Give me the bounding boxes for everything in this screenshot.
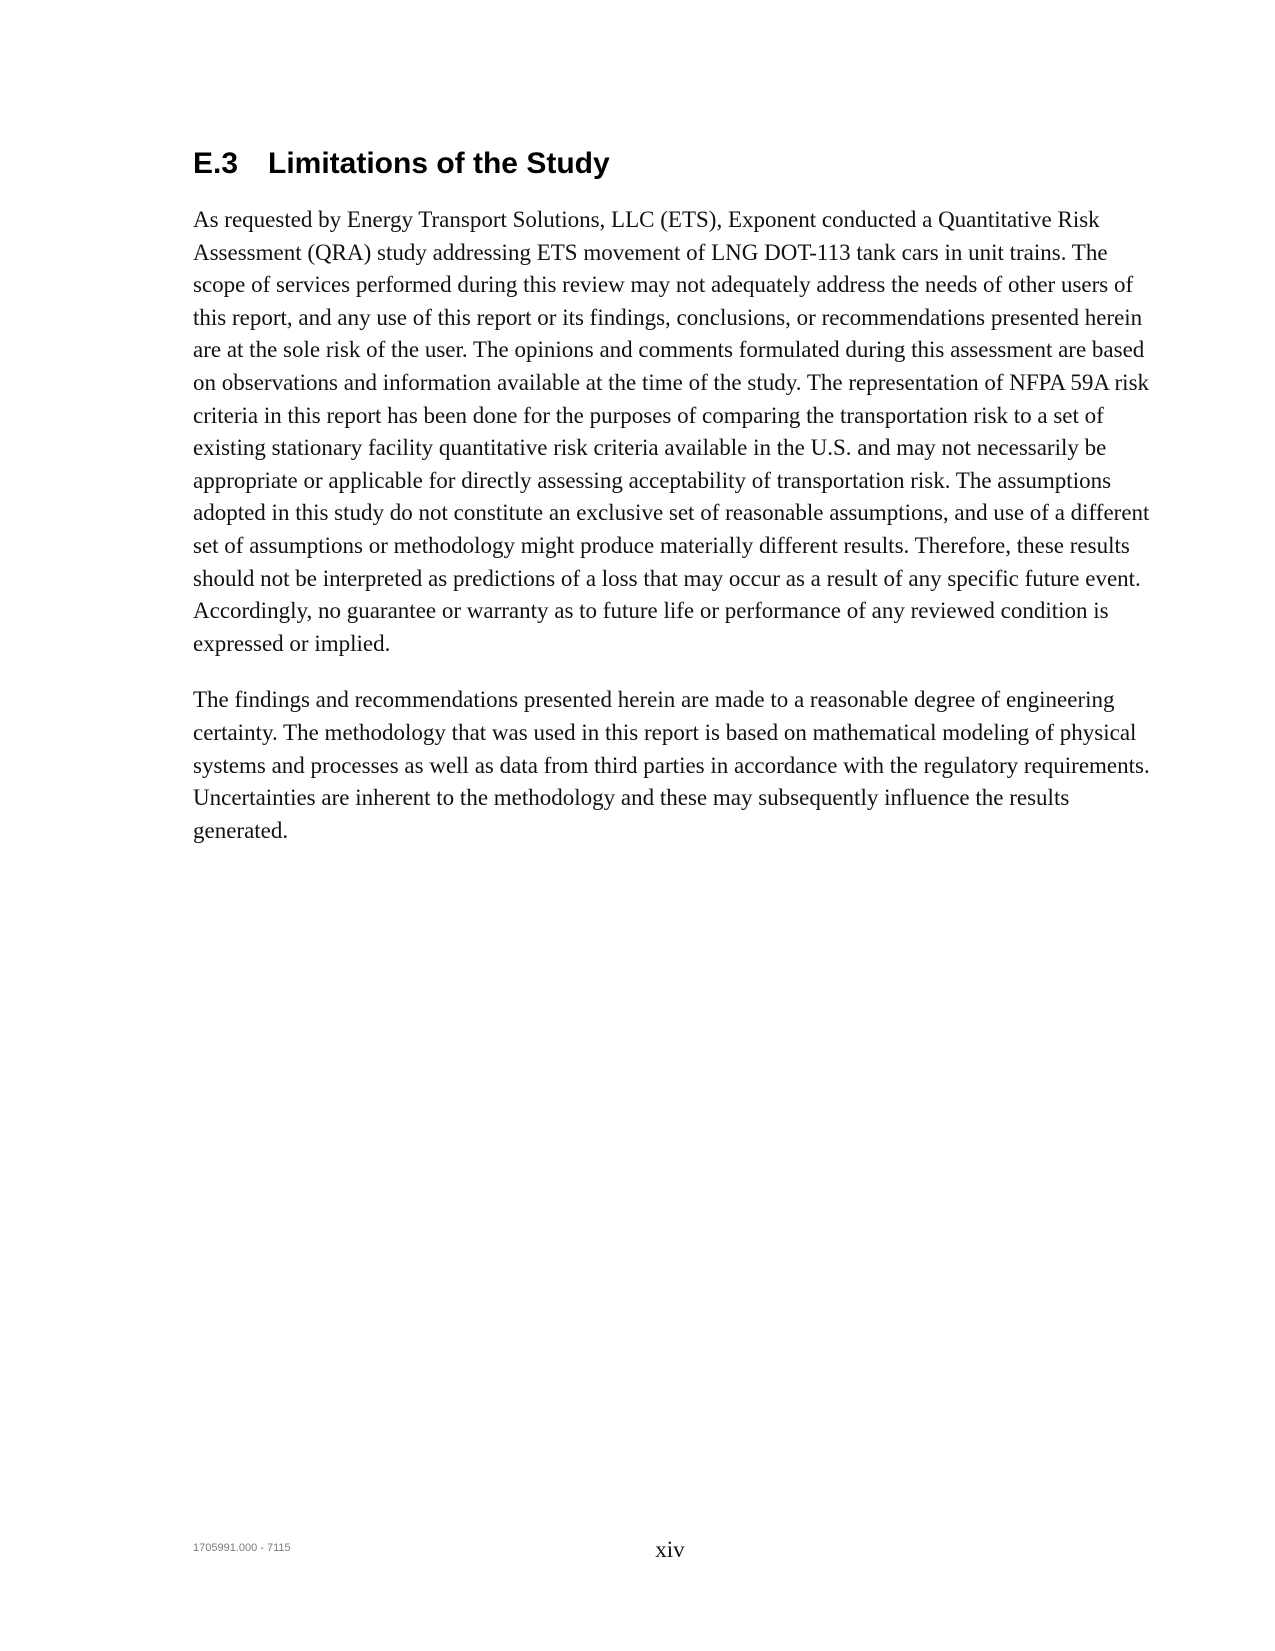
body-paragraph-1: As requested by Energy Transport Solutions, LLC (ETS), Exponent conducted a Quantitative Risk Assessment (QRA) study addressing ETS movement of LNG DOT-113 tank cars in unit trains. The scope of services performed during this review may not adequately address the needs of other users of this report, and any use of this report or its findings, conclusions, or recommendations presented herein are at the sole risk of the user. The opinions and comments formulated during this assessment are based on observations and information available at the time of the study. The representation of NFPA 59A risk criteria in this report has been done for the purposes of comparing the transportation risk to a set of existing stationary facility quantitative risk criteria available in the U.S. and may not necessarily be appropriate or applicable for directly assessing acceptability of transportation risk. The assumptions adopted in this study do not constitute an exclusive set of reasonable assumptions, and use of a different set of assumptions or methodology might produce materially different results. Therefore, these results should not be interpreted as predictions of a loss that may occur as a result of any specific future event. Accordingly, no guarantee or warranty as to future life or performance of any reviewed condition is expressed or implied. xyxy=(193,207,1150,656)
body-paragraph-2: The findings and recommendations presented herein are made to a reasonable degree of engineering certainty. The methodology that was used in this report is based on mathematical modeling of physical systems and processes as well as data from third parties in accordance with the regulatory requirements. Uncertainties are inherent to the methodology and these may subsequently influence the results generated. xyxy=(193,687,1150,843)
footer-document-number: 1705991.000 - 7115 xyxy=(193,1542,291,1554)
section-heading xyxy=(193,146,1153,182)
section-number: E.3 xyxy=(193,147,239,180)
section-title: Limitations of the Study xyxy=(268,147,610,180)
page-content xyxy=(193,146,1153,871)
footer-page-number: xiv xyxy=(655,1537,685,1562)
